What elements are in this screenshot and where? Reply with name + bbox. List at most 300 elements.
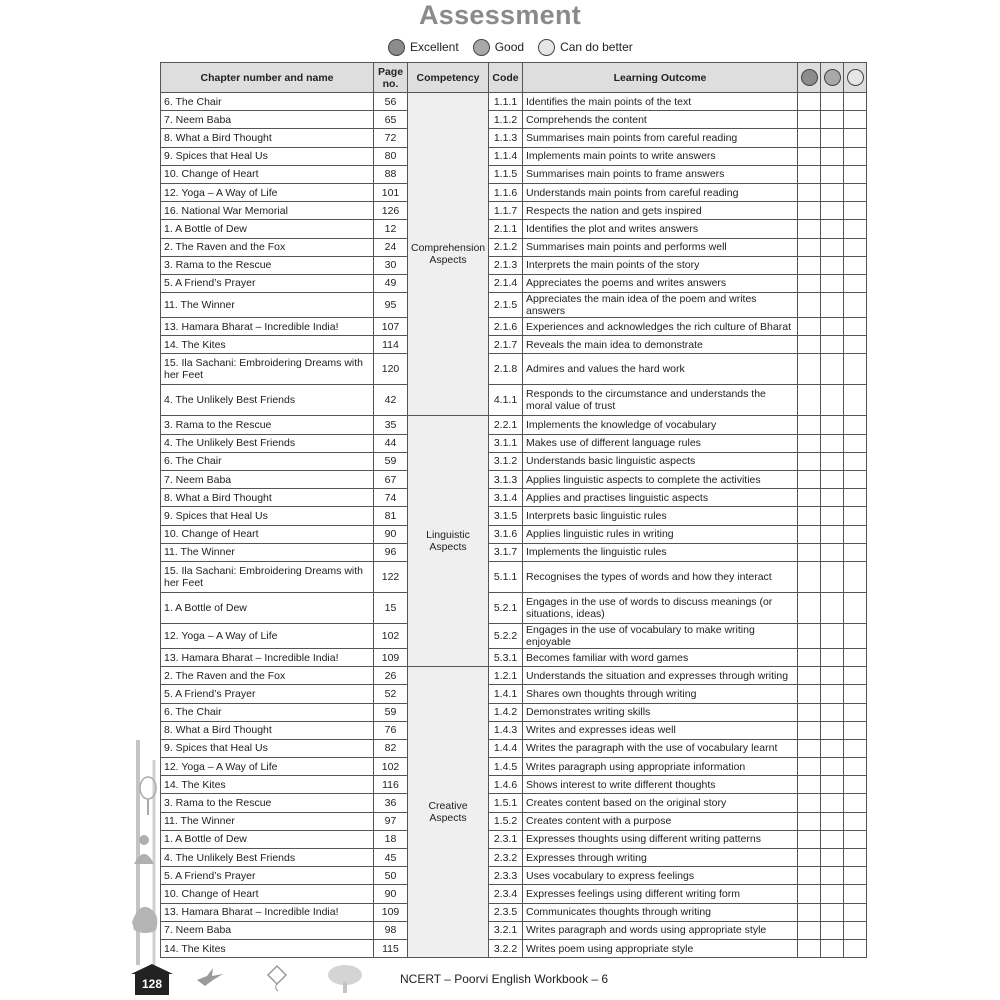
good-checkbox[interactable] (821, 336, 844, 354)
page-number-cell: 109 (374, 648, 408, 666)
can-do-better-checkbox[interactable] (844, 220, 867, 238)
table-row (161, 703, 867, 721)
learning-outcome-cell: Uses vocabulary to express feelings (523, 867, 798, 885)
can-do-better-checkbox[interactable] (844, 812, 867, 830)
code-cell: 3.1.6 (489, 525, 523, 543)
excellent-checkbox[interactable] (798, 274, 821, 292)
learning-outcome-cell: Expresses through writing (523, 849, 798, 867)
excellent-checkbox[interactable] (798, 183, 821, 201)
excellent-checkbox[interactable] (798, 885, 821, 903)
table-row (161, 93, 867, 111)
chapter-cell: 13. Hamara Bharat – Incredible India! (161, 903, 374, 921)
good-checkbox[interactable] (821, 623, 844, 648)
learning-outcome-cell: Engages in the use of vocabulary to make writing enjoyable (523, 623, 798, 648)
can-do-better-checkbox[interactable] (844, 849, 867, 867)
good-checkbox[interactable] (821, 903, 844, 921)
code-cell: 5.2.1 (489, 592, 523, 623)
learning-outcome-cell: Admires and values the hard work (523, 354, 798, 385)
chapter-cell: 14. The Kites (161, 336, 374, 354)
table-row (161, 592, 867, 623)
can-do-better-checkbox[interactable] (844, 903, 867, 921)
learning-outcome-cell: Responds to the circumstance and understands the moral value of trust (523, 385, 798, 416)
chapter-cell: 5. A Friend’s Prayer (161, 274, 374, 292)
table-row (161, 220, 867, 238)
learning-outcome-cell: Summarises main points to frame answers (523, 165, 798, 183)
chapter-cell: 12. Yoga – A Way of Life (161, 758, 374, 776)
good-checkbox[interactable] (821, 721, 844, 739)
code-cell: 1.1.1 (489, 93, 523, 111)
header-page: Page no. (374, 63, 408, 93)
table-row (161, 452, 867, 470)
can-do-better-checkbox[interactable] (844, 336, 867, 354)
code-cell: 5.1.1 (489, 561, 523, 592)
learning-outcome-cell: Respects the nation and gets inspired (523, 202, 798, 220)
table-row (161, 416, 867, 434)
chapter-cell: 1. A Bottle of Dew (161, 592, 374, 623)
can-do-better-checkbox[interactable] (844, 561, 867, 592)
good-checkbox[interactable] (821, 220, 844, 238)
excellent-checkbox[interactable] (798, 147, 821, 165)
chapter-cell: 15. Ila Sachani: Embroidering Dreams with her Feet (161, 561, 374, 592)
can-do-better-checkbox[interactable] (844, 434, 867, 452)
learning-outcome-cell: Comprehends the content (523, 111, 798, 129)
excellent-checkbox[interactable] (798, 220, 821, 238)
can-do-better-checkbox[interactable] (844, 318, 867, 336)
table-row (161, 434, 867, 452)
good-checkbox[interactable] (821, 758, 844, 776)
table-row (161, 165, 867, 183)
learning-outcome-cell: Demonstrates writing skills (523, 703, 798, 721)
learning-outcome-cell: Expresses thoughts using different writing patterns (523, 830, 798, 848)
good-checkbox[interactable] (821, 111, 844, 129)
page-number-cell: 26 (374, 667, 408, 685)
excellent-checkbox[interactable] (798, 416, 821, 434)
excellent-checkbox[interactable] (798, 648, 821, 666)
chapter-cell: 1. A Bottle of Dew (161, 830, 374, 848)
table-row (161, 274, 867, 292)
can-do-better-checkbox[interactable] (844, 721, 867, 739)
header-can-do-better (844, 63, 867, 93)
excellent-checkbox[interactable] (798, 238, 821, 256)
table-row (161, 543, 867, 561)
code-cell: 1.4.3 (489, 721, 523, 739)
learning-outcome-cell: Shares own thoughts through writing (523, 685, 798, 703)
table-row (161, 202, 867, 220)
good-checkbox[interactable] (821, 561, 844, 592)
excellent-checkbox[interactable] (798, 592, 821, 623)
good-checkbox[interactable] (821, 354, 844, 385)
chapter-cell: 9. Spices that Heal Us (161, 739, 374, 757)
can-do-better-checkbox[interactable] (844, 667, 867, 685)
header-excellent (798, 63, 821, 93)
chapter-cell: 12. Yoga – A Way of Life (161, 183, 374, 201)
chapter-cell: 10. Change of Heart (161, 885, 374, 903)
learning-outcome-cell: Interprets basic linguistic rules (523, 507, 798, 525)
code-cell: 1.5.2 (489, 812, 523, 830)
excellent-checkbox[interactable] (798, 525, 821, 543)
chapter-cell: 3. Rama to the Rescue (161, 256, 374, 274)
code-cell: 2.1.5 (489, 293, 523, 318)
good-checkbox[interactable] (821, 293, 844, 318)
excellent-checkbox[interactable] (798, 867, 821, 885)
header-good (821, 63, 844, 93)
good-checkbox[interactable] (821, 202, 844, 220)
table-row (161, 623, 867, 648)
excellent-checkbox[interactable] (798, 830, 821, 848)
page-number-cell: 82 (374, 739, 408, 757)
learning-outcome-cell: Shows interest to write different thoughts (523, 776, 798, 794)
good-checkbox[interactable] (821, 525, 844, 543)
learning-outcome-cell: Expresses feelings using different writing form (523, 885, 798, 903)
chapter-cell: 13. Hamara Bharat – Incredible India! (161, 648, 374, 666)
page-number-cell: 65 (374, 111, 408, 129)
can-do-better-checkbox[interactable] (844, 354, 867, 385)
can-do-better-checkbox[interactable] (844, 293, 867, 318)
page-number-cell: 96 (374, 543, 408, 561)
table-row (161, 667, 867, 685)
excellent-checkbox[interactable] (798, 293, 821, 318)
code-cell: 3.1.2 (489, 452, 523, 470)
excellent-checkbox[interactable] (798, 776, 821, 794)
page-number-cell: 90 (374, 525, 408, 543)
excellent-checkbox[interactable] (798, 794, 821, 812)
can-do-better-checkbox[interactable] (844, 183, 867, 201)
learning-outcome-cell: Recognises the types of words and how they interact (523, 561, 798, 592)
good-checkbox[interactable] (821, 739, 844, 757)
good-checkbox[interactable] (821, 416, 844, 434)
can-do-better-checkbox[interactable] (844, 685, 867, 703)
can-do-better-checkbox[interactable] (844, 648, 867, 666)
can-do-better-checkbox[interactable] (844, 489, 867, 507)
good-checkbox[interactable] (821, 238, 844, 256)
chapter-cell: 11. The Winner (161, 543, 374, 561)
code-cell: 1.1.4 (489, 147, 523, 165)
learning-outcome-cell: Communicates thoughts through writing (523, 903, 798, 921)
can-do-better-checkbox[interactable] (844, 867, 867, 885)
page-number-cell: 24 (374, 238, 408, 256)
excellent-checkbox[interactable] (798, 202, 821, 220)
footer-book-title: NCERT – Poorvi English Workbook – 6 (400, 972, 609, 986)
good-checkbox[interactable] (821, 183, 844, 201)
good-checkbox[interactable] (821, 830, 844, 848)
good-checkbox[interactable] (821, 452, 844, 470)
good-checkbox[interactable] (821, 794, 844, 812)
excellent-dot-icon (388, 39, 405, 56)
table-row (161, 256, 867, 274)
excellent-checkbox[interactable] (798, 703, 821, 721)
can-do-better-checkbox[interactable] (844, 471, 867, 489)
learning-outcome-cell: Identifies the main points of the text (523, 93, 798, 111)
code-cell: 2.1.7 (489, 336, 523, 354)
learning-outcome-cell: Appreciates the poems and writes answers (523, 274, 798, 292)
learning-outcome-cell: Experiences and acknowledges the rich culture of Bharat (523, 318, 798, 336)
tree-icon (325, 964, 365, 994)
excellent-checkbox[interactable] (798, 507, 821, 525)
chapter-cell: 13. Hamara Bharat – Incredible India! (161, 318, 374, 336)
chapter-cell: 1. A Bottle of Dew (161, 220, 374, 238)
page-number-cell: 59 (374, 452, 408, 470)
excellent-checkbox[interactable] (798, 561, 821, 592)
page-number-cell: 101 (374, 183, 408, 201)
table-row (161, 147, 867, 165)
code-cell: 2.1.8 (489, 354, 523, 385)
chapter-cell: 10. Change of Heart (161, 165, 374, 183)
table-row (161, 507, 867, 525)
can-do-better-checkbox[interactable] (844, 525, 867, 543)
page-number-cell: 76 (374, 721, 408, 739)
excellent-checkbox[interactable] (798, 739, 821, 757)
competency-cell: Linguistic Aspects (408, 416, 489, 667)
learning-outcome-cell: Applies linguistic rules in writing (523, 525, 798, 543)
table-row (161, 739, 867, 757)
page-number-cell: 50 (374, 867, 408, 885)
page-number-cell: 44 (374, 434, 408, 452)
good-checkbox[interactable] (821, 489, 844, 507)
code-cell: 3.1.3 (489, 471, 523, 489)
excellent-checkbox[interactable] (798, 93, 821, 111)
table-row (161, 939, 867, 957)
good-checkbox[interactable] (821, 256, 844, 274)
code-cell: 1.1.7 (489, 202, 523, 220)
learning-outcome-cell: Writes paragraph and words using appropriate style (523, 921, 798, 939)
excellent-checkbox[interactable] (798, 111, 821, 129)
code-cell: 1.4.5 (489, 758, 523, 776)
chapter-cell: 12. Yoga – A Way of Life (161, 623, 374, 648)
excellent-checkbox[interactable] (798, 849, 821, 867)
excellent-checkbox[interactable] (798, 667, 821, 685)
code-cell: 2.1.3 (489, 256, 523, 274)
learning-outcome-cell: Implements main points to write answers (523, 147, 798, 165)
good-checkbox[interactable] (821, 667, 844, 685)
learning-outcome-cell: Makes use of different language rules (523, 434, 798, 452)
excellent-checkbox[interactable] (798, 256, 821, 274)
can-do-better-checkbox[interactable] (844, 623, 867, 648)
can-do-better-checkbox[interactable] (844, 256, 867, 274)
can-do-better-checkbox[interactable] (844, 274, 867, 292)
rating-legend (388, 36, 647, 58)
code-cell: 2.1.1 (489, 220, 523, 238)
page-number-cell: 98 (374, 921, 408, 939)
can-do-better-checkbox[interactable] (844, 543, 867, 561)
excellent-checkbox[interactable] (798, 452, 821, 470)
can-do-better-checkbox[interactable] (844, 703, 867, 721)
yoga-figure-icon (139, 835, 149, 845)
excellent-checkbox[interactable] (798, 354, 821, 385)
kite-icon (262, 964, 292, 992)
excellent-checkbox[interactable] (798, 489, 821, 507)
good-checkbox[interactable] (821, 939, 844, 957)
good-checkbox[interactable] (821, 507, 844, 525)
page-number-cell: 59 (374, 703, 408, 721)
code-cell: 3.2.2 (489, 939, 523, 957)
good-checkbox[interactable] (821, 685, 844, 703)
can-do-better-checkbox[interactable] (844, 507, 867, 525)
learning-outcome-cell: Writes poem using appropriate style (523, 939, 798, 957)
page-number-cell: 15 (374, 592, 408, 623)
can-do-better-dot-icon (847, 69, 864, 86)
code-cell: 3.1.1 (489, 434, 523, 452)
page-number-cell: 81 (374, 507, 408, 525)
excellent-checkbox[interactable] (798, 758, 821, 776)
good-checkbox[interactable] (821, 867, 844, 885)
chapter-cell: 5. A Friend’s Prayer (161, 867, 374, 885)
table-row (161, 721, 867, 739)
excellent-checkbox[interactable] (798, 685, 821, 703)
good-checkbox[interactable] (821, 776, 844, 794)
good-checkbox[interactable] (821, 648, 844, 666)
learning-outcome-cell: Appreciates the main idea of the poem and writes answers (523, 293, 798, 318)
good-dot-icon (824, 69, 841, 86)
chapter-cell: 3. Rama to the Rescue (161, 416, 374, 434)
chapter-cell: 9. Spices that Heal Us (161, 147, 374, 165)
learning-outcome-cell: Implements the linguistic rules (523, 543, 798, 561)
learning-outcome-cell: Becomes familiar with word games (523, 648, 798, 666)
page-number-cell: 115 (374, 939, 408, 957)
good-checkbox[interactable] (821, 885, 844, 903)
good-checkbox[interactable] (821, 129, 844, 147)
can-do-better-checkbox[interactable] (844, 416, 867, 434)
can-do-better-checkbox[interactable] (844, 93, 867, 111)
can-do-better-checkbox[interactable] (844, 592, 867, 623)
can-do-better-checkbox[interactable] (844, 939, 867, 957)
excellent-checkbox[interactable] (798, 903, 821, 921)
excellent-checkbox[interactable] (798, 471, 821, 489)
chapter-cell: 2. The Raven and the Fox (161, 667, 374, 685)
excellent-checkbox[interactable] (798, 812, 821, 830)
can-do-better-checkbox[interactable] (844, 129, 867, 147)
can-do-better-checkbox[interactable] (844, 111, 867, 129)
table-row (161, 318, 867, 336)
good-checkbox[interactable] (821, 703, 844, 721)
table-row (161, 867, 867, 885)
good-checkbox[interactable] (821, 274, 844, 292)
good-checkbox[interactable] (821, 543, 844, 561)
can-do-better-checkbox[interactable] (844, 147, 867, 165)
excellent-checkbox[interactable] (798, 318, 821, 336)
good-checkbox[interactable] (821, 471, 844, 489)
table-row (161, 183, 867, 201)
table-row (161, 903, 867, 921)
learning-outcome-cell: Creates content with a purpose (523, 812, 798, 830)
chapter-cell: 4. The Unlikely Best Friends (161, 434, 374, 452)
page-number-cell: 122 (374, 561, 408, 592)
can-do-better-checkbox[interactable] (844, 758, 867, 776)
excellent-checkbox[interactable] (798, 165, 821, 183)
chapter-cell: 8. What a Bird Thought (161, 129, 374, 147)
learning-outcome-cell: Understands basic linguistic aspects (523, 452, 798, 470)
can-do-better-checkbox[interactable] (844, 885, 867, 903)
page-number-cell: 74 (374, 489, 408, 507)
learning-outcome-cell: Understands main points from careful reading (523, 183, 798, 201)
page-number-cell: 49 (374, 274, 408, 292)
table-row (161, 885, 867, 903)
table-row (161, 111, 867, 129)
can-do-better-checkbox[interactable] (844, 739, 867, 757)
code-cell: 1.2.1 (489, 667, 523, 685)
excellent-checkbox[interactable] (798, 721, 821, 739)
code-cell: 1.4.6 (489, 776, 523, 794)
good-checkbox[interactable] (821, 921, 844, 939)
excellent-checkbox[interactable] (798, 336, 821, 354)
can-do-better-checkbox[interactable] (844, 452, 867, 470)
can-do-better-checkbox[interactable] (844, 238, 867, 256)
can-do-better-checkbox[interactable] (844, 385, 867, 416)
page-number-cell: 18 (374, 830, 408, 848)
excellent-checkbox[interactable] (798, 129, 821, 147)
chapter-cell: 10. Change of Heart (161, 525, 374, 543)
header-competency: Competency (408, 63, 489, 93)
page-number-cell: 97 (374, 812, 408, 830)
chapter-cell: 6. The Chair (161, 703, 374, 721)
page-number-cell: 88 (374, 165, 408, 183)
table-row (161, 685, 867, 703)
legend-excellent-label: Excellent (410, 40, 459, 54)
excellent-checkbox[interactable] (798, 939, 821, 957)
table-body (161, 93, 867, 958)
code-cell: 3.2.1 (489, 921, 523, 939)
competency-cell: Creative Aspects (408, 667, 489, 958)
table-row (161, 293, 867, 318)
code-cell: 5.2.2 (489, 623, 523, 648)
header-outcome: Learning Outcome (523, 63, 798, 93)
good-checkbox[interactable] (821, 434, 844, 452)
legend-can-do-better-label: Can do better (560, 40, 633, 54)
learning-outcome-cell: Writes the paragraph with the use of vocabulary learnt (523, 739, 798, 757)
code-cell: 1.1.3 (489, 129, 523, 147)
learning-outcome-cell: Reveals the main idea to demonstrate (523, 336, 798, 354)
header-code: Code (489, 63, 523, 93)
table-row (161, 336, 867, 354)
can-do-better-checkbox[interactable] (844, 921, 867, 939)
page-number-cell: 107 (374, 318, 408, 336)
excellent-checkbox[interactable] (798, 385, 821, 416)
chapter-cell: 11. The Winner (161, 293, 374, 318)
good-checkbox[interactable] (821, 318, 844, 336)
learning-outcome-cell: Creates content based on the original story (523, 794, 798, 812)
chapter-cell: 8. What a Bird Thought (161, 721, 374, 739)
good-checkbox[interactable] (821, 592, 844, 623)
page-number-cell: 45 (374, 849, 408, 867)
excellent-checkbox[interactable] (798, 623, 821, 648)
can-do-better-checkbox[interactable] (844, 830, 867, 848)
code-cell: 2.3.5 (489, 903, 523, 921)
good-checkbox[interactable] (821, 812, 844, 830)
chapter-cell: 7. Neem Baba (161, 111, 374, 129)
good-checkbox[interactable] (821, 147, 844, 165)
page-number-cell: 80 (374, 147, 408, 165)
chapter-cell: 14. The Kites (161, 776, 374, 794)
can-do-better-checkbox[interactable] (844, 794, 867, 812)
chapter-cell: 8. What a Bird Thought (161, 489, 374, 507)
assessment-table (160, 62, 867, 958)
table-row (161, 758, 867, 776)
excellent-checkbox[interactable] (798, 921, 821, 939)
page-number-cell: 120 (374, 354, 408, 385)
excellent-checkbox[interactable] (798, 434, 821, 452)
good-checkbox[interactable] (821, 165, 844, 183)
can-do-better-checkbox[interactable] (844, 165, 867, 183)
table-row (161, 776, 867, 794)
learning-outcome-cell: Interprets the main points of the story (523, 256, 798, 274)
learning-outcome-cell: Implements the knowledge of vocabulary (523, 416, 798, 434)
good-checkbox[interactable] (821, 93, 844, 111)
excellent-checkbox[interactable] (798, 543, 821, 561)
good-checkbox[interactable] (821, 385, 844, 416)
good-checkbox[interactable] (821, 849, 844, 867)
can-do-better-checkbox[interactable] (844, 202, 867, 220)
can-do-better-checkbox[interactable] (844, 776, 867, 794)
chapter-cell: 6. The Chair (161, 452, 374, 470)
